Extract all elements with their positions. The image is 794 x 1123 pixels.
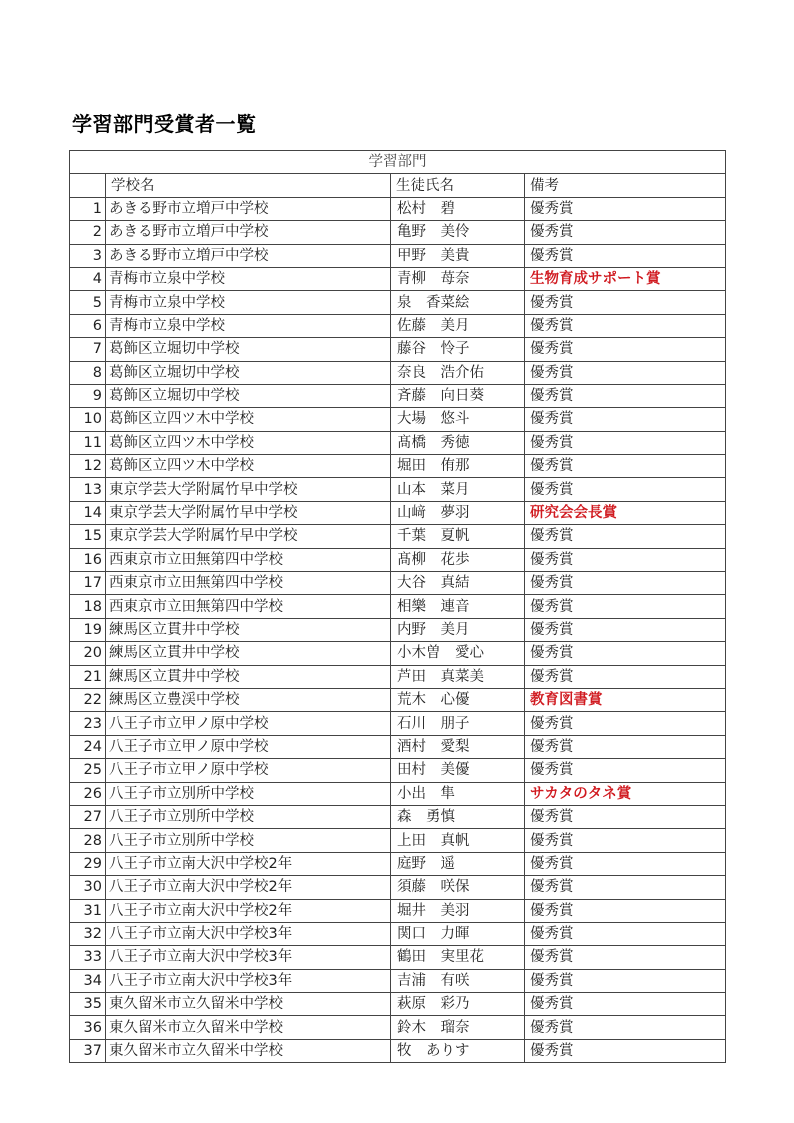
student-name-cell: 山本 菜月 bbox=[391, 478, 525, 501]
row-number: 4 bbox=[70, 267, 106, 290]
school-name-cell: 青梅市立泉中学校 bbox=[106, 267, 391, 290]
remarks-cell: 優秀賞 bbox=[525, 197, 726, 220]
table-row bbox=[70, 665, 726, 688]
remarks-cell: 優秀賞 bbox=[525, 384, 726, 407]
row-number: 8 bbox=[70, 361, 106, 384]
remarks-cell: 優秀賞 bbox=[525, 361, 726, 384]
row-number: 35 bbox=[70, 993, 106, 1016]
student-name-cell: 堀井 美羽 bbox=[391, 899, 525, 922]
student-name-cell: 髙橋 秀徳 bbox=[391, 431, 525, 454]
remarks-cell: 優秀賞 bbox=[525, 1016, 726, 1039]
remarks-cell: 優秀賞 bbox=[525, 946, 726, 969]
table-row bbox=[70, 431, 726, 454]
table-row bbox=[70, 829, 726, 852]
table-row bbox=[70, 221, 726, 244]
school-name-cell: あきる野市立増戸中学校 bbox=[106, 197, 391, 220]
student-name-cell: 上田 真帆 bbox=[391, 829, 525, 852]
remarks-cell: 優秀賞 bbox=[525, 455, 726, 478]
table-row bbox=[70, 735, 726, 758]
header-student-name: 生徒氏名 bbox=[391, 174, 525, 197]
table-row bbox=[70, 1016, 726, 1039]
table-row bbox=[70, 455, 726, 478]
row-number: 37 bbox=[70, 1039, 106, 1062]
school-name-cell: 八王子市立南大沢中学校3年 bbox=[106, 969, 391, 992]
row-number: 24 bbox=[70, 735, 106, 758]
table-row bbox=[70, 478, 726, 501]
remarks-cell: 優秀賞 bbox=[525, 712, 726, 735]
school-name-cell: あきる野市立増戸中学校 bbox=[106, 221, 391, 244]
student-name-cell: 吉浦 有咲 bbox=[391, 969, 525, 992]
table-row bbox=[70, 291, 726, 314]
remarks-cell: 優秀賞 bbox=[525, 431, 726, 454]
table-row bbox=[70, 408, 726, 431]
table-row bbox=[70, 197, 726, 220]
school-name-cell: 東久留米市立久留米中学校 bbox=[106, 1016, 391, 1039]
remarks-cell: 優秀賞 bbox=[525, 1039, 726, 1062]
school-name-cell: 八王子市立南大沢中学校2年 bbox=[106, 852, 391, 875]
row-number: 21 bbox=[70, 665, 106, 688]
table-row bbox=[70, 314, 726, 337]
school-name-cell: 葛飾区立堀切中学校 bbox=[106, 384, 391, 407]
school-name-cell: 葛飾区立堀切中学校 bbox=[106, 361, 391, 384]
student-name-cell: 佐藤 美月 bbox=[391, 314, 525, 337]
student-name-cell: 牧 ありす bbox=[391, 1039, 525, 1062]
table-row bbox=[70, 946, 726, 969]
remarks-cell: 優秀賞 bbox=[525, 478, 726, 501]
table-row bbox=[70, 876, 726, 899]
student-name-cell: 小木曽 愛心 bbox=[391, 642, 525, 665]
header-row bbox=[70, 174, 726, 197]
school-name-cell: 八王子市立甲ノ原中学校 bbox=[106, 712, 391, 735]
table-row bbox=[70, 1039, 726, 1062]
student-name-cell: 亀野 美伶 bbox=[391, 221, 525, 244]
table-row bbox=[70, 572, 726, 595]
remarks-cell: 教育図書賞 bbox=[525, 688, 726, 711]
student-name-cell: 堀田 侑那 bbox=[391, 455, 525, 478]
row-number: 18 bbox=[70, 595, 106, 618]
table-row bbox=[70, 688, 726, 711]
school-name-cell: 八王子市立甲ノ原中学校 bbox=[106, 735, 391, 758]
remarks-cell: 優秀賞 bbox=[525, 969, 726, 992]
row-number: 3 bbox=[70, 244, 106, 267]
section-title-row bbox=[70, 151, 726, 174]
student-name-cell: 山﨑 夢羽 bbox=[391, 501, 525, 524]
remarks-cell: 優秀賞 bbox=[525, 408, 726, 431]
row-number: 25 bbox=[70, 759, 106, 782]
row-number: 26 bbox=[70, 782, 106, 805]
table-row bbox=[70, 993, 726, 1016]
row-number: 11 bbox=[70, 431, 106, 454]
table-row bbox=[70, 759, 726, 782]
row-number: 13 bbox=[70, 478, 106, 501]
school-name-cell: 八王子市立別所中学校 bbox=[106, 805, 391, 828]
page-title: 学習部門受賞者一覧 bbox=[72, 112, 257, 136]
school-name-cell: 東久留米市立久留米中学校 bbox=[106, 993, 391, 1016]
school-name-cell: 青梅市立泉中学校 bbox=[106, 291, 391, 314]
row-number: 23 bbox=[70, 712, 106, 735]
table-row bbox=[70, 852, 726, 875]
student-name-cell: 荒木 心優 bbox=[391, 688, 525, 711]
remarks-cell: 優秀賞 bbox=[525, 829, 726, 852]
table-row bbox=[70, 267, 726, 290]
school-name-cell: 葛飾区立四ツ木中学校 bbox=[106, 408, 391, 431]
remarks-cell: 優秀賞 bbox=[525, 642, 726, 665]
row-number: 9 bbox=[70, 384, 106, 407]
student-name-cell: 森 勇慎 bbox=[391, 805, 525, 828]
row-number: 17 bbox=[70, 572, 106, 595]
remarks-cell: 優秀賞 bbox=[525, 759, 726, 782]
table-row bbox=[70, 805, 726, 828]
school-name-cell: 葛飾区立四ツ木中学校 bbox=[106, 455, 391, 478]
student-name-cell: 相樂 連音 bbox=[391, 595, 525, 618]
remarks-cell: 優秀賞 bbox=[525, 876, 726, 899]
student-name-cell: 石川 朋子 bbox=[391, 712, 525, 735]
school-name-cell: 青梅市立泉中学校 bbox=[106, 314, 391, 337]
school-name-cell: 東久留米市立久留米中学校 bbox=[106, 1039, 391, 1062]
table-row bbox=[70, 712, 726, 735]
school-name-cell: 西東京市立田無第四中学校 bbox=[106, 548, 391, 571]
remarks-cell: 優秀賞 bbox=[525, 244, 726, 267]
student-name-cell: 内野 美月 bbox=[391, 618, 525, 641]
row-number: 5 bbox=[70, 291, 106, 314]
student-name-cell: 大谷 真結 bbox=[391, 572, 525, 595]
header-no-cell bbox=[70, 174, 106, 197]
remarks-cell: 研究会会長賞 bbox=[525, 501, 726, 524]
school-name-cell: 練馬区立貫井中学校 bbox=[106, 642, 391, 665]
student-name-cell: 千葉 夏帆 bbox=[391, 525, 525, 548]
awards-table bbox=[69, 150, 726, 1063]
remarks-cell: 優秀賞 bbox=[525, 291, 726, 314]
row-number: 34 bbox=[70, 969, 106, 992]
school-name-cell: 八王子市立南大沢中学校2年 bbox=[106, 899, 391, 922]
row-number: 27 bbox=[70, 805, 106, 828]
student-name-cell: 田村 美優 bbox=[391, 759, 525, 782]
school-name-cell: あきる野市立増戸中学校 bbox=[106, 244, 391, 267]
school-name-cell: 葛飾区立四ツ木中学校 bbox=[106, 431, 391, 454]
student-name-cell: 鶴田 実里花 bbox=[391, 946, 525, 969]
section-title: 学習部門 bbox=[70, 151, 726, 174]
school-name-cell: 八王子市立南大沢中学校3年 bbox=[106, 946, 391, 969]
table-row bbox=[70, 525, 726, 548]
school-name-cell: 八王子市立別所中学校 bbox=[106, 829, 391, 852]
row-number: 6 bbox=[70, 314, 106, 337]
student-name-cell: 小出 隼 bbox=[391, 782, 525, 805]
row-number: 20 bbox=[70, 642, 106, 665]
school-name-cell: 八王子市立別所中学校 bbox=[106, 782, 391, 805]
school-name-cell: 東京学芸大学附属竹早中学校 bbox=[106, 501, 391, 524]
table-row bbox=[70, 244, 726, 267]
table-row bbox=[70, 782, 726, 805]
row-number: 2 bbox=[70, 221, 106, 244]
student-name-cell: 藤谷 怜子 bbox=[391, 338, 525, 361]
row-number: 19 bbox=[70, 618, 106, 641]
row-number: 7 bbox=[70, 338, 106, 361]
school-name-cell: 西東京市立田無第四中学校 bbox=[106, 595, 391, 618]
school-name-cell: 八王子市立南大沢中学校3年 bbox=[106, 922, 391, 945]
remarks-cell: サカタのタネ賞 bbox=[525, 782, 726, 805]
remarks-cell: 優秀賞 bbox=[525, 805, 726, 828]
header-remarks: 備考 bbox=[525, 174, 726, 197]
student-name-cell: 萩原 彩乃 bbox=[391, 993, 525, 1016]
table-row bbox=[70, 338, 726, 361]
remarks-cell: 優秀賞 bbox=[525, 221, 726, 244]
student-name-cell: 関口 力暉 bbox=[391, 922, 525, 945]
row-number: 31 bbox=[70, 899, 106, 922]
table-row bbox=[70, 922, 726, 945]
row-number: 10 bbox=[70, 408, 106, 431]
student-name-cell: 酒村 愛梨 bbox=[391, 735, 525, 758]
remarks-cell: 優秀賞 bbox=[525, 314, 726, 337]
school-name-cell: 練馬区立貫井中学校 bbox=[106, 618, 391, 641]
header-school: 学校名 bbox=[106, 174, 391, 197]
remarks-cell: 優秀賞 bbox=[525, 852, 726, 875]
student-name-cell: 鈴木 瑠奈 bbox=[391, 1016, 525, 1039]
row-number: 12 bbox=[70, 455, 106, 478]
school-name-cell: 西東京市立田無第四中学校 bbox=[106, 572, 391, 595]
row-number: 16 bbox=[70, 548, 106, 571]
remarks-cell: 優秀賞 bbox=[525, 618, 726, 641]
table-row bbox=[70, 969, 726, 992]
school-name-cell: 東京学芸大学附属竹早中学校 bbox=[106, 478, 391, 501]
student-name-cell: 庭野 遥 bbox=[391, 852, 525, 875]
remarks-cell: 優秀賞 bbox=[525, 525, 726, 548]
table-row bbox=[70, 501, 726, 524]
table-row bbox=[70, 618, 726, 641]
student-name-cell: 奈良 浩介佑 bbox=[391, 361, 525, 384]
school-name-cell: 練馬区立豊渓中学校 bbox=[106, 688, 391, 711]
row-number: 29 bbox=[70, 852, 106, 875]
remarks-cell: 優秀賞 bbox=[525, 899, 726, 922]
remarks-cell: 優秀賞 bbox=[525, 595, 726, 618]
remarks-cell: 優秀賞 bbox=[525, 548, 726, 571]
remarks-cell: 優秀賞 bbox=[525, 993, 726, 1016]
row-number: 30 bbox=[70, 876, 106, 899]
table-row bbox=[70, 361, 726, 384]
row-number: 1 bbox=[70, 197, 106, 220]
student-name-cell: 髙柳 花歩 bbox=[391, 548, 525, 571]
row-number: 33 bbox=[70, 946, 106, 969]
student-name-cell: 須藤 咲保 bbox=[391, 876, 525, 899]
row-number: 15 bbox=[70, 525, 106, 548]
row-number: 32 bbox=[70, 922, 106, 945]
school-name-cell: 東京学芸大学附属竹早中学校 bbox=[106, 525, 391, 548]
student-name-cell: 泉 香菜絵 bbox=[391, 291, 525, 314]
student-name-cell: 芦田 真菜美 bbox=[391, 665, 525, 688]
school-name-cell: 練馬区立貫井中学校 bbox=[106, 665, 391, 688]
table-row bbox=[70, 384, 726, 407]
school-name-cell: 八王子市立南大沢中学校2年 bbox=[106, 876, 391, 899]
remarks-cell: 優秀賞 bbox=[525, 572, 726, 595]
table-row bbox=[70, 595, 726, 618]
remarks-cell: 優秀賞 bbox=[525, 338, 726, 361]
row-number: 14 bbox=[70, 501, 106, 524]
student-name-cell: 甲野 美貴 bbox=[391, 244, 525, 267]
row-number: 28 bbox=[70, 829, 106, 852]
student-name-cell: 青柳 苺奈 bbox=[391, 267, 525, 290]
table-row bbox=[70, 642, 726, 665]
row-number: 36 bbox=[70, 1016, 106, 1039]
school-name-cell: 八王子市立甲ノ原中学校 bbox=[106, 759, 391, 782]
remarks-cell: 優秀賞 bbox=[525, 665, 726, 688]
student-name-cell: 斉藤 向日葵 bbox=[391, 384, 525, 407]
student-name-cell: 松村 碧 bbox=[391, 197, 525, 220]
remarks-cell: 優秀賞 bbox=[525, 922, 726, 945]
table-row bbox=[70, 548, 726, 571]
school-name-cell: 葛飾区立堀切中学校 bbox=[106, 338, 391, 361]
table-row bbox=[70, 899, 726, 922]
row-number: 22 bbox=[70, 688, 106, 711]
remarks-cell: 生物育成サポート賞 bbox=[525, 267, 726, 290]
remarks-cell: 優秀賞 bbox=[525, 735, 726, 758]
awards-table-body bbox=[70, 151, 726, 1063]
student-name-cell: 大場 悠斗 bbox=[391, 408, 525, 431]
